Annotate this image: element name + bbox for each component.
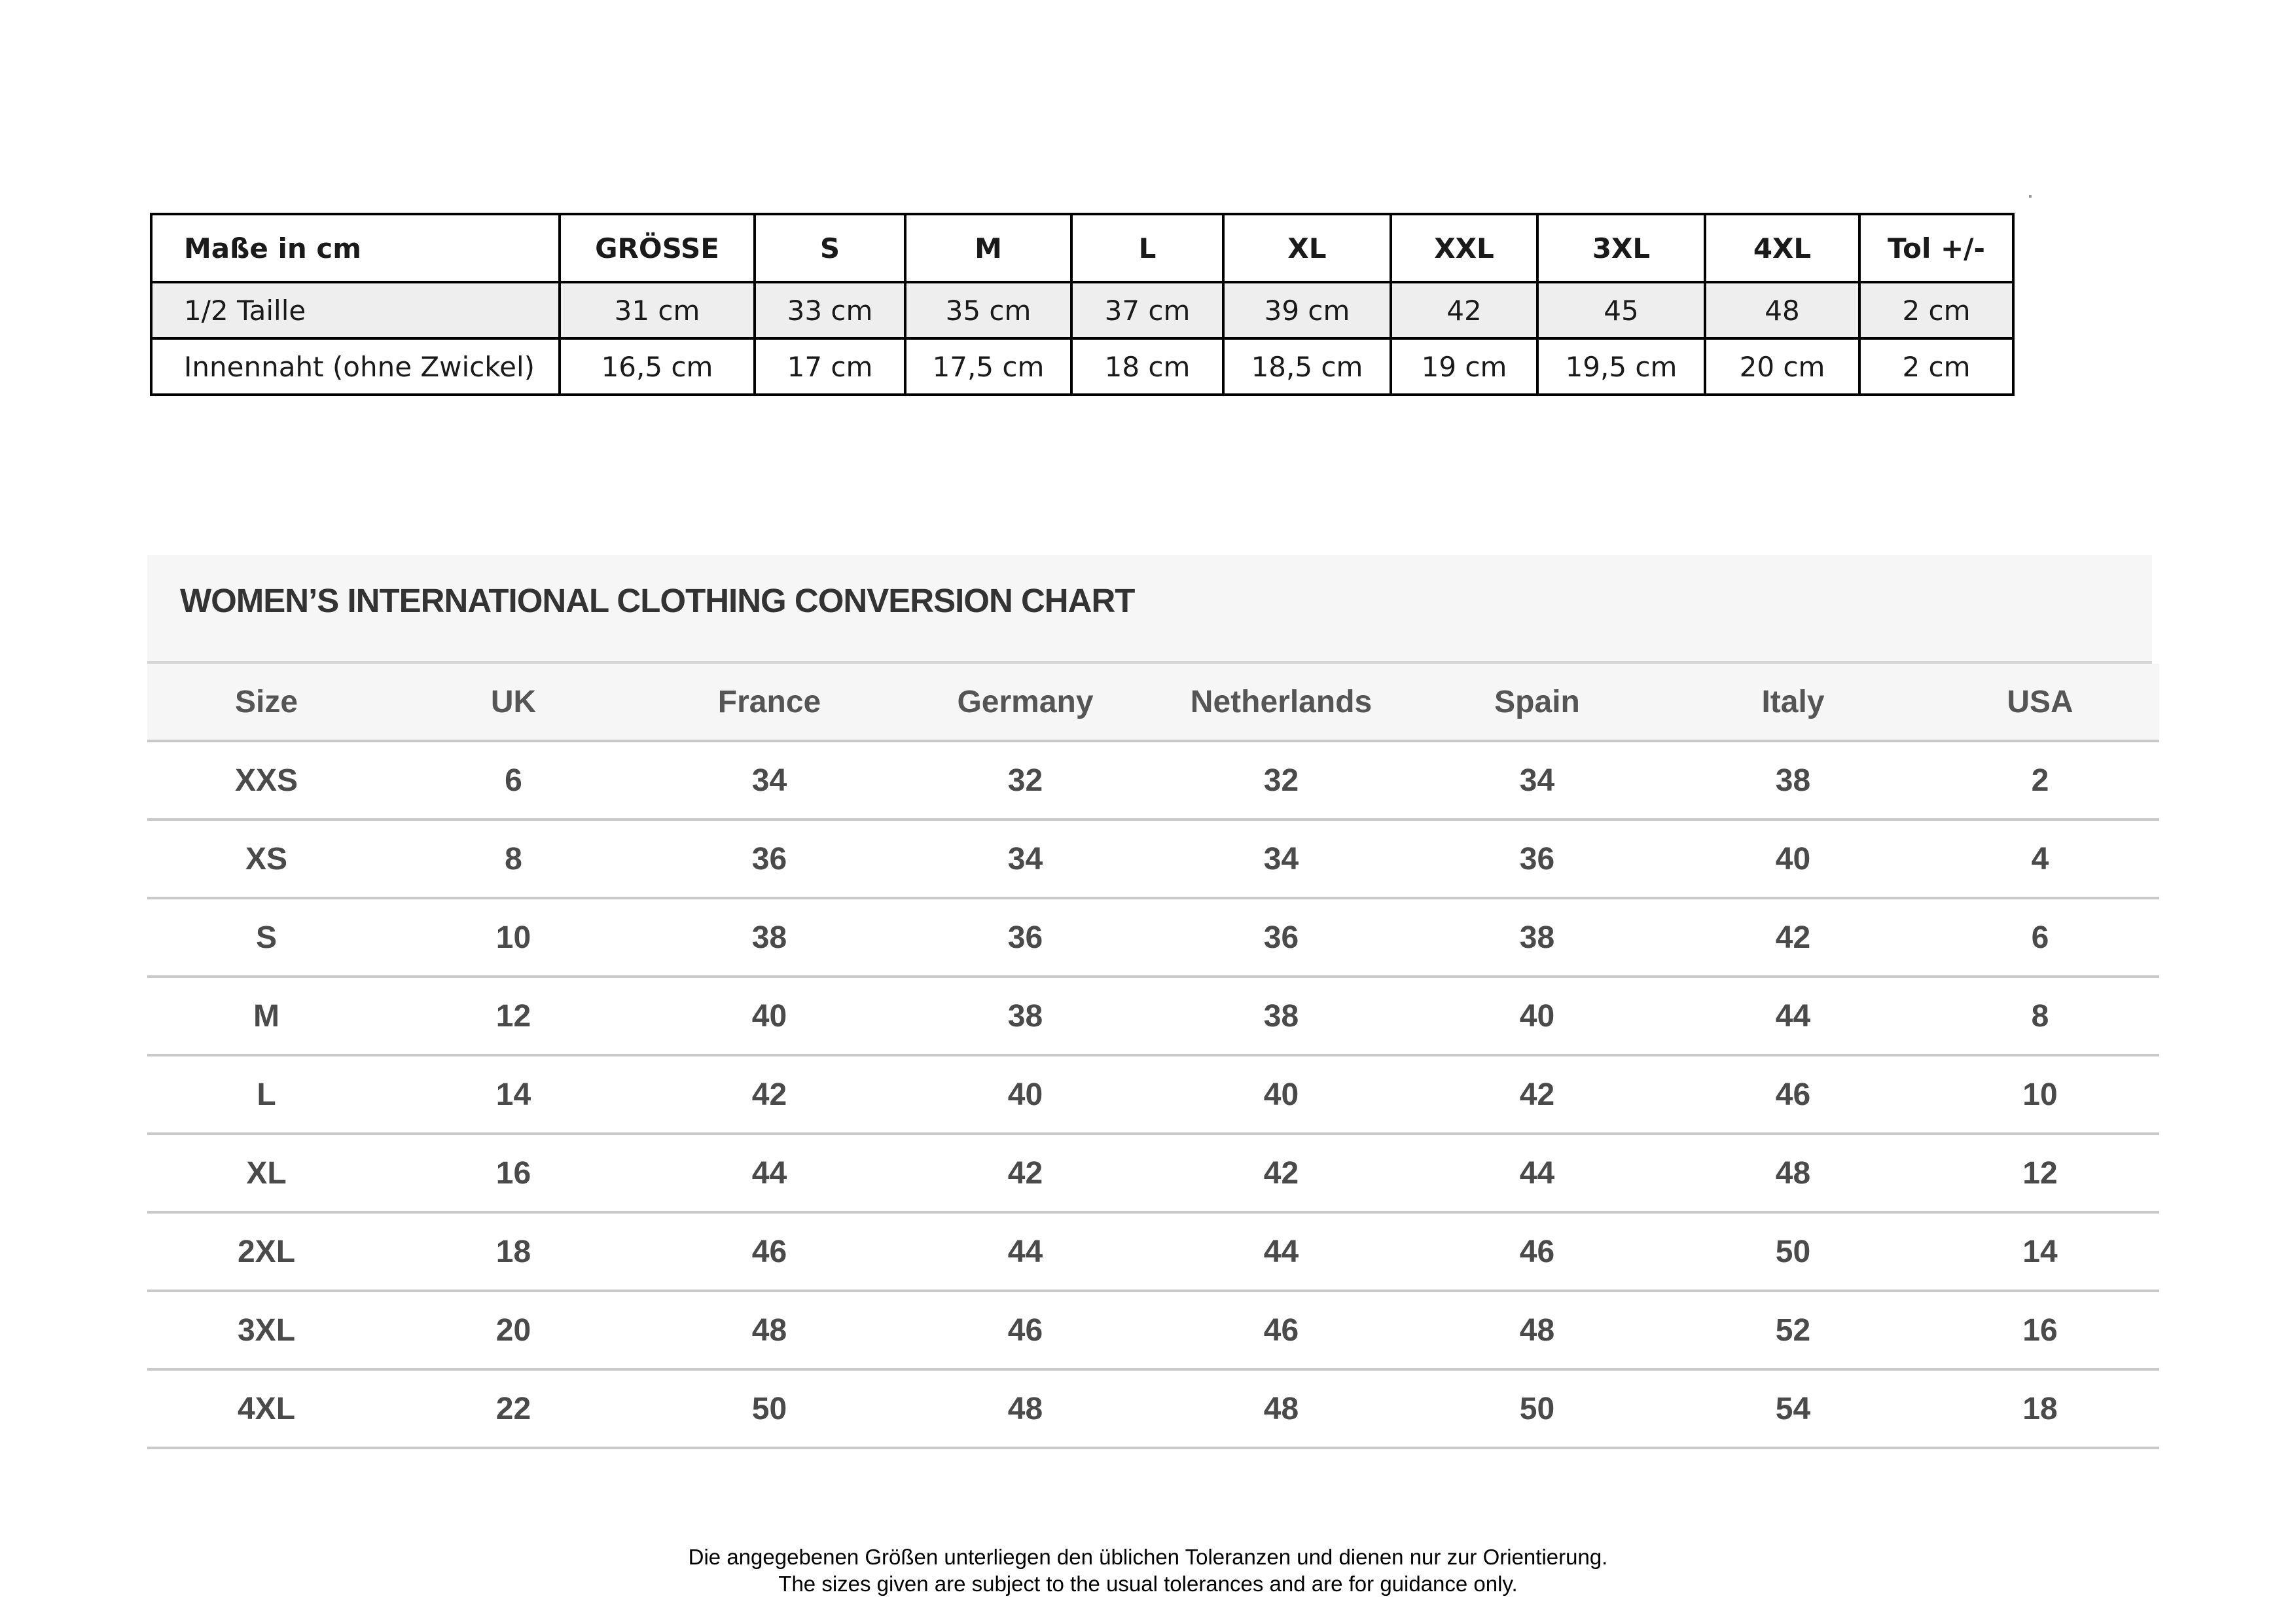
measurement-cell: 17 cm (755, 338, 905, 395)
measurement-cell: 39 cm (1223, 282, 1391, 338)
conversion-cell: 44 (1409, 1134, 1665, 1212)
measurement-header-cell: GRÖSSE (560, 214, 755, 282)
conversion-cell: 38 (1665, 741, 1921, 820)
conversion-cell: 38 (641, 898, 897, 977)
conversion-cell: 34 (1409, 741, 1665, 820)
conversion-size-cell: XXS (147, 741, 386, 820)
measurement-row-label: 1/2 Taille (151, 282, 560, 338)
conversion-cell: 46 (1409, 1212, 1665, 1291)
measurement-header-label: Maße in cm (151, 214, 560, 282)
conversion-size-cell: 4XL (147, 1369, 386, 1448)
measurement-header-cell: XXL (1391, 214, 1537, 282)
conversion-header-germany: Germany (897, 664, 1153, 741)
measurement-cell: 17,5 cm (905, 338, 1071, 395)
conversion-cell: 48 (897, 1369, 1153, 1448)
conversion-header-france: France (641, 664, 897, 741)
conversion-cell: 22 (386, 1369, 641, 1448)
conversion-cell: 18 (386, 1212, 641, 1291)
conversion-cell: 44 (1665, 977, 1921, 1055)
conversion-row (147, 1291, 2159, 1369)
measurement-cell: 33 cm (755, 282, 905, 338)
conversion-cell: 10 (386, 898, 641, 977)
conversion-cell: 8 (386, 820, 641, 898)
conversion-cell: 4 (1921, 820, 2159, 898)
measurement-header-cell: L (1071, 214, 1223, 282)
conversion-cell: 52 (1665, 1291, 1921, 1369)
measurement-cell: 48 (1705, 282, 1859, 338)
conversion-cell: 46 (897, 1291, 1153, 1369)
conversion-row (147, 741, 2159, 820)
conversion-cell: 42 (1409, 1055, 1665, 1134)
conversion-row (147, 820, 2159, 898)
conversion-cell: 50 (1665, 1212, 1921, 1291)
conversion-size-cell: S (147, 898, 386, 977)
conversion-cell: 8 (1921, 977, 2159, 1055)
conversion-header-size: Size (147, 664, 386, 741)
conversion-row (147, 1134, 2159, 1212)
conversion-cell: 6 (386, 741, 641, 820)
conversion-cell: 20 (386, 1291, 641, 1369)
conversion-cell: 42 (897, 1134, 1153, 1212)
conversion-cell: 48 (1409, 1291, 1665, 1369)
measurement-header-cell: 3XL (1537, 214, 1705, 282)
conversion-size-cell: L (147, 1055, 386, 1134)
conversion-cell: 42 (641, 1055, 897, 1134)
measurement-header-cell: M (905, 214, 1071, 282)
measurement-cell: 37 cm (1071, 282, 1223, 338)
measurement-header-tolerance: Tol +/- (1859, 214, 2013, 282)
conversion-cell: 40 (1665, 820, 1921, 898)
chart-title: WOMEN’S INTERNATIONAL CLOTHING CONVERSION CHART (180, 582, 1135, 619)
measurement-header-cell: S (755, 214, 905, 282)
chart-title-bar (147, 555, 2152, 664)
conversion-row (147, 1369, 2159, 1448)
conversion-cell: 36 (1153, 898, 1409, 977)
conversion-header-row (147, 664, 2159, 741)
conversion-row (147, 1055, 2159, 1134)
conversion-cell: 46 (641, 1212, 897, 1291)
conversion-chart (147, 555, 2152, 1456)
conversion-cell: 44 (897, 1212, 1153, 1291)
conversion-size-cell: M (147, 977, 386, 1055)
conversion-cell: 34 (1153, 820, 1409, 898)
measurement-header-row (151, 214, 2013, 282)
conversion-cell: 34 (641, 741, 897, 820)
measurement-cell: 19,5 cm (1537, 338, 1705, 395)
conversion-cell: 12 (1921, 1134, 2159, 1212)
conversion-cell: 42 (1153, 1134, 1409, 1212)
conversion-body (147, 741, 2159, 1448)
conversion-cell: 32 (897, 741, 1153, 820)
conversion-cell: 14 (1921, 1212, 2159, 1291)
conversion-cell: 14 (386, 1055, 641, 1134)
conversion-header-uk: UK (386, 664, 641, 741)
measurement-cell: 42 (1391, 282, 1537, 338)
conversion-cell: 54 (1665, 1369, 1921, 1448)
conversion-cell: 48 (1665, 1134, 1921, 1212)
measurement-row-waist (151, 282, 2013, 338)
conversion-header-spain: Spain (1409, 664, 1665, 741)
decorative-dot (2029, 195, 2032, 198)
measurement-row-label: Innennaht (ohne Zwickel) (151, 338, 560, 395)
measurement-cell: 2 cm (1859, 338, 2013, 395)
measurement-header-cell: XL (1223, 214, 1391, 282)
conversion-header-italy: Italy (1665, 664, 1921, 741)
measurement-header-cell: 4XL (1705, 214, 1859, 282)
conversion-size-cell: XS (147, 820, 386, 898)
conversion-cell: 44 (1153, 1212, 1409, 1291)
conversion-size-cell: XL (147, 1134, 386, 1212)
conversion-cell: 44 (641, 1134, 897, 1212)
measurement-cell: 16,5 cm (560, 338, 755, 395)
conversion-cell: 12 (386, 977, 641, 1055)
conversion-cell: 36 (897, 898, 1153, 977)
conversion-cell: 50 (641, 1369, 897, 1448)
conversion-cell: 36 (641, 820, 897, 898)
conversion-cell: 38 (897, 977, 1153, 1055)
conversion-cell: 48 (641, 1291, 897, 1369)
conversion-table (147, 664, 2159, 1449)
conversion-cell: 36 (1409, 820, 1665, 898)
conversion-cell: 46 (1665, 1055, 1921, 1134)
measurement-cell: 31 cm (560, 282, 755, 338)
conversion-cell: 40 (897, 1055, 1153, 1134)
conversion-size-cell: 2XL (147, 1212, 386, 1291)
conversion-cell: 48 (1153, 1369, 1409, 1448)
measurement-cell: 19 cm (1391, 338, 1537, 395)
conversion-row (147, 1212, 2159, 1291)
conversion-row (147, 977, 2159, 1055)
conversion-header-netherlands: Netherlands (1153, 664, 1409, 741)
conversion-header-usa: USA (1921, 664, 2159, 741)
conversion-cell: 34 (897, 820, 1153, 898)
conversion-cell: 10 (1921, 1055, 2159, 1134)
conversion-cell: 6 (1921, 898, 2159, 977)
conversion-size-cell: 3XL (147, 1291, 386, 1369)
measurement-cell: 18 cm (1071, 338, 1223, 395)
conversion-cell: 16 (1921, 1291, 2159, 1369)
footer-note-german: Die angegebenen Größen unterliegen den üblichen Toleranzen und dienen nur zur Orientierung. (688, 1545, 1608, 1569)
conversion-cell: 2 (1921, 741, 2159, 820)
measurement-cell: 18,5 cm (1223, 338, 1391, 395)
conversion-row (147, 898, 2159, 977)
conversion-cell: 38 (1153, 977, 1409, 1055)
conversion-cell: 16 (386, 1134, 641, 1212)
conversion-cell: 32 (1153, 741, 1409, 820)
conversion-cell: 42 (1665, 898, 1921, 977)
footer-note-english: The sizes given are subject to the usual tolerances and are for guidance only. (778, 1572, 1518, 1596)
measurement-row-inseam (151, 338, 2013, 395)
conversion-cell: 40 (1153, 1055, 1409, 1134)
conversion-cell: 40 (1409, 977, 1665, 1055)
conversion-cell: 46 (1153, 1291, 1409, 1369)
measurement-cell: 45 (1537, 282, 1705, 338)
conversion-cell: 38 (1409, 898, 1665, 977)
conversion-cell: 40 (641, 977, 897, 1055)
measurement-cell: 35 cm (905, 282, 1071, 338)
conversion-cell: 50 (1409, 1369, 1665, 1448)
conversion-cell: 18 (1921, 1369, 2159, 1448)
footer-note (0, 1543, 2296, 1597)
measurement-cell: 2 cm (1859, 282, 2013, 338)
measurement-table (150, 213, 2015, 396)
measurement-cell: 20 cm (1705, 338, 1859, 395)
